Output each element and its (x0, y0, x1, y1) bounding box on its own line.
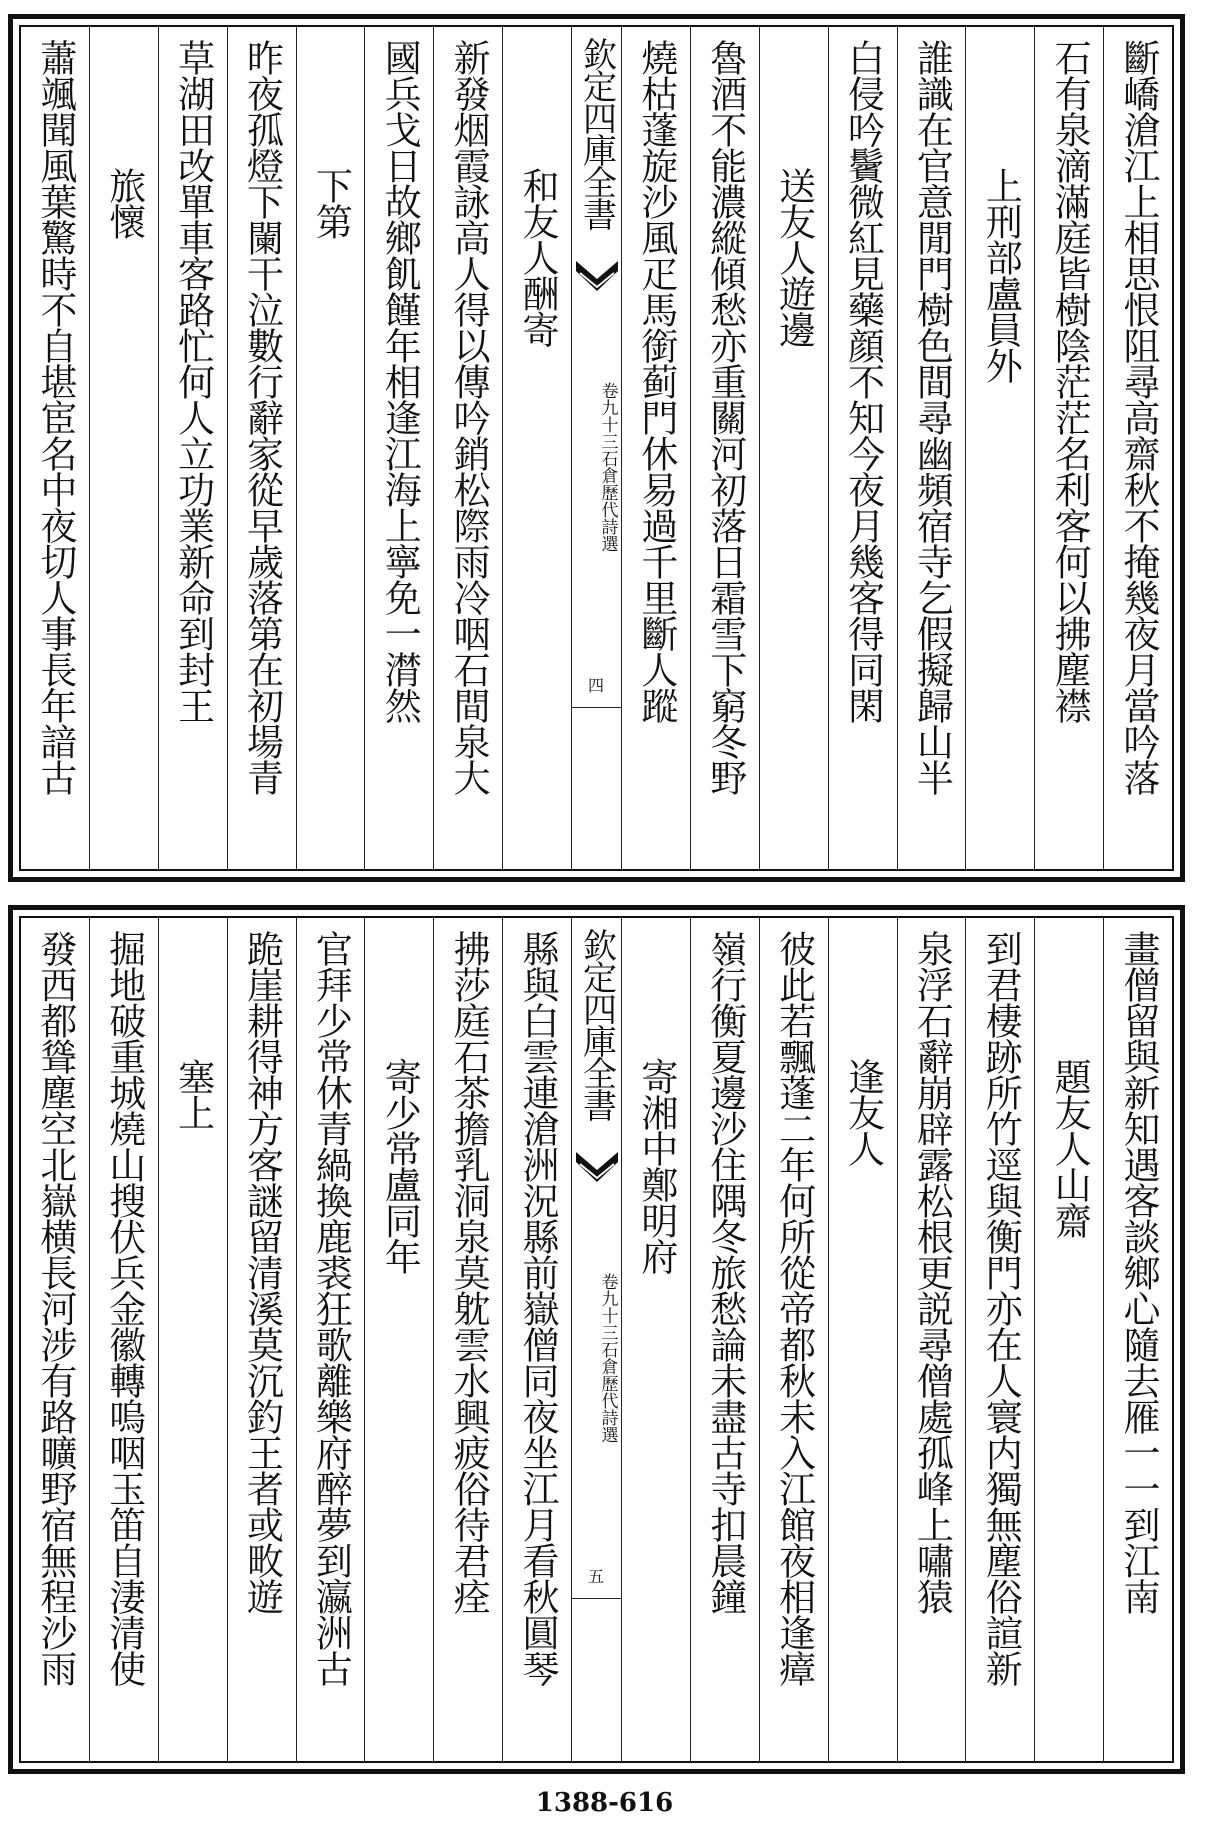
banner-title: 欽定四庫全書 (576, 37, 617, 229)
banner-rule (572, 1598, 621, 1599)
text-column: 彼此若飄蓬二年何所從帝都秋未入江館夜相逢瘴 (759, 918, 828, 1761)
text-column: 拂莎庭石茶擔乳洞泉莫躭雲水興疲俗待君痊 (433, 918, 502, 1761)
text-column: 燒枯蓬旋沙風疋馬銜蓟門休易過千里斷人蹤 (621, 27, 690, 869)
text-column: 石有泉滴滿庭皆樹陰茫茫名利客何以拂塵襟 (1034, 27, 1103, 869)
fish-tail-mark-icon (576, 1148, 618, 1188)
poem-title: 塞上 (158, 918, 227, 1761)
lower-page-frame (19, 916, 1174, 1763)
banner-volume: 卷九十三 (597, 1273, 618, 1341)
text-column: 掘地破重城燒山搜伏兵金徽轉嗚咽玉笛自淒清使 (89, 918, 158, 1761)
poem-title: 旅懷 (89, 27, 158, 869)
text-column: 官拜少常休青緺換鹿裘狂歌離樂府醉夢到瀛洲古 (296, 918, 365, 1761)
scan-page-number: 1388-616 (535, 1788, 674, 1818)
text-column: 白侵吟鬢微紅見藥顔不知今夜月幾客得同閑 (828, 27, 897, 869)
poem-title: 上刑部盧員外 (965, 27, 1034, 869)
banner-volume: 卷九十三 (597, 382, 618, 450)
fold-banner (571, 918, 621, 1761)
text-column: 草湖田改單車客路忙何人立功業新命到封王 (158, 27, 227, 869)
text-column: 蕭颯聞風葉驚時不自堪宦名中夜切人事長年諳古 (33, 39, 77, 795)
banner-book-title: 石倉歷代詩選 (597, 450, 618, 552)
poem-title: 寄湘中鄭明府 (621, 918, 690, 1761)
page-number: 五 (585, 1568, 605, 1584)
text-column: 誰識在官意閒門樹色間尋幽頻宿寺乞假擬歸山半 (897, 27, 966, 869)
fold-banner (571, 27, 621, 869)
text-column: 魯酒不能濃縱傾愁亦重關河初落日霜雪下窮冬野 (690, 27, 759, 869)
poem-title: 下第 (296, 27, 365, 869)
poem-title: 題友人山齋 (1034, 918, 1103, 1761)
page-number: 四 (585, 677, 605, 693)
poem-title: 寄少常盧同年 (364, 918, 433, 1761)
banner-rule (572, 707, 621, 708)
banner-book-title: 石倉歷代詩選 (597, 1341, 618, 1443)
fish-tail-mark-icon (576, 257, 618, 297)
text-column: 國兵戈日故鄉飢饉年相逢江海上寧免一潸然 (364, 27, 433, 869)
poem-title: 和友人酬寄 (502, 27, 571, 869)
poem-title: 逢友人 (828, 918, 897, 1761)
text-column: 到君棲跡所竹逕與衡門亦在人寰内獨無塵俗諠新 (965, 918, 1034, 1761)
text-column: 發西都聳塵空北嶽横長河涉有路曠野宿無程沙雨 (33, 930, 77, 1686)
text-column: 新發烟霞詠高人得以傳吟銷松際雨冷咽石間泉大 (433, 27, 502, 869)
text-column: 跪崖耕得神方客謎留清溪莫沉釣王者或畋遊 (227, 918, 296, 1761)
poem-title: 送友人遊邊 (759, 27, 828, 869)
lower-page (8, 905, 1185, 1774)
text-column: 嶺行衡夏邊沙住隅冬旅愁論未盡古寺扣晨鐘 (690, 918, 759, 1761)
banner-book-info (575, 352, 619, 582)
banner-title: 欽定四庫全書 (576, 928, 617, 1120)
upper-page-frame (19, 25, 1174, 871)
text-column: 斷嶠滄江上相思恨阻尋高齋秋不掩幾夜月當吟落 (1103, 27, 1172, 869)
text-column: 泉浮石辭崩辟露松根更説尋僧處孤峰上嘯猿 (897, 918, 966, 1761)
text-column: 縣與白雲連滄洲況縣前嶽僧同夜坐江月看秋圓琴 (502, 918, 571, 1761)
banner-book-info (575, 1243, 619, 1473)
text-column: 畫僧留與新知遇客談鄉心隨去雁一一到江南 (1103, 918, 1172, 1761)
upper-page (8, 14, 1185, 882)
text-column: 昨夜孤燈下闌干泣數行辭家從早歲落第在初場青 (227, 27, 296, 869)
